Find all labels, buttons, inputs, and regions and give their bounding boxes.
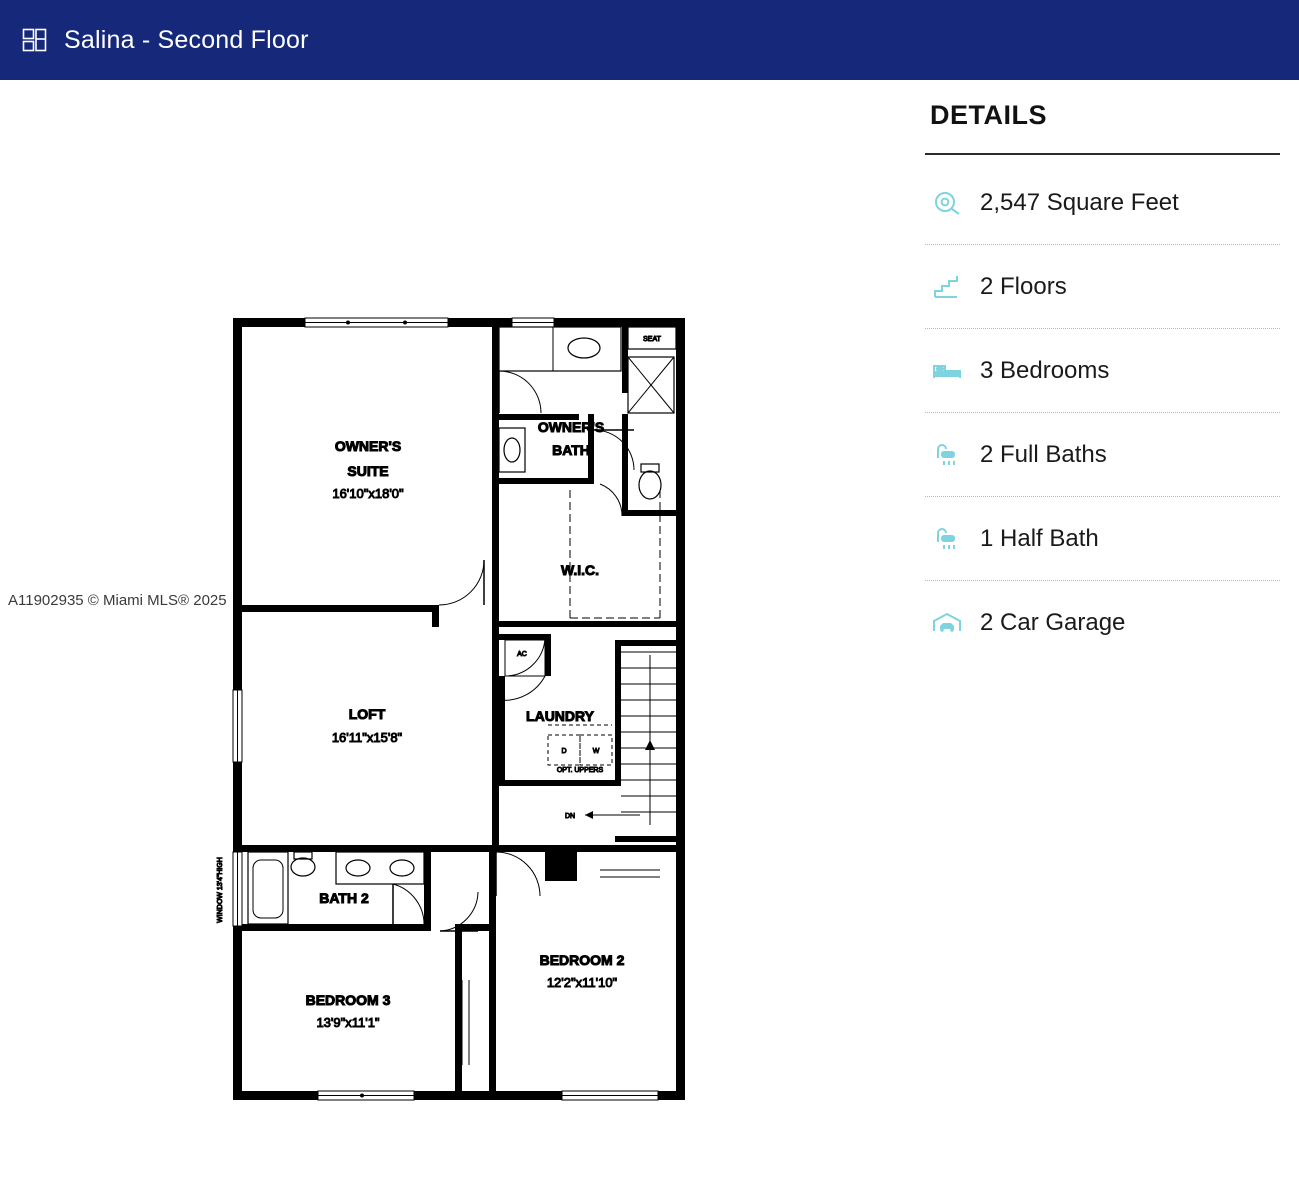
room-dim-bedroom2: 12'2"x11'10" <box>546 975 618 990</box>
seat-label: SEAT <box>643 336 661 343</box>
room-label-owners-suite-2: SUITE <box>347 463 389 479</box>
detail-row-bedrooms <box>925 329 1280 413</box>
room-dim-bedroom3: 13'9"x11'1" <box>316 1015 380 1030</box>
floorplan-svg <box>0 80 900 1199</box>
dryer-label: D <box>561 748 567 755</box>
shower-icon <box>930 440 964 470</box>
window-high-label: WINDOW 13'4"HIGH <box>217 857 224 923</box>
bed-icon <box>930 356 964 386</box>
room-label-owners-bath-bottom: BATH <box>552 442 590 458</box>
room-dim-loft: 16'11"x15'8" <box>331 730 403 745</box>
detail-row-full-baths <box>925 413 1280 497</box>
room-label-bedroom2: BEDROOM 2 <box>539 952 625 968</box>
detail-label-square-feet: 2,547 Square Feet <box>980 188 1179 216</box>
area-icon <box>930 188 964 218</box>
mls-watermark: A11902935 © Miami MLS® 2025 <box>8 592 227 609</box>
details-divider <box>925 153 1280 155</box>
room-label-wic: W.I.C. <box>560 562 600 578</box>
detail-label-bedrooms: 3 Bedrooms <box>980 356 1110 384</box>
dn-label: DN <box>564 813 576 820</box>
room-label-owners-bath-top: OWNER'S <box>537 419 605 435</box>
detail-label-full-baths: 2 Full Baths <box>980 440 1107 468</box>
opt-uppers-label: OPT. UPPERS <box>556 767 604 774</box>
garage-icon <box>930 608 964 638</box>
detail-row-half-bath <box>925 497 1280 581</box>
title-bar <box>0 0 1299 80</box>
details-heading: DETAILS <box>930 100 1047 130</box>
room-label-bedroom3: BEDROOM 3 <box>305 992 391 1008</box>
detail-label-floors: 2 Floors <box>980 272 1067 300</box>
washer-label: W <box>592 748 600 755</box>
shower-icon-half <box>930 524 964 554</box>
detail-label-half-bath: 1 Half Bath <box>980 524 1099 552</box>
room-label-bath2: BATH 2 <box>319 890 369 906</box>
stairs-icon <box>930 272 964 302</box>
detail-row-floors <box>925 245 1280 329</box>
room-label-owners-suite: OWNER'S <box>334 438 402 454</box>
ac-label: AC <box>517 651 527 658</box>
floorplan-drawing <box>0 80 900 1199</box>
room-dim-owners-suite: 16'10"x18'0" <box>332 486 404 501</box>
page-title: Salina - Second Floor <box>64 25 309 54</box>
detail-label-garage: 2 Car Garage <box>980 609 1126 636</box>
detail-row-square-feet <box>925 161 1280 245</box>
floorplan-icon <box>22 27 48 53</box>
detail-row-garage <box>925 581 1280 665</box>
room-label-laundry: LAUNDRY <box>526 708 594 724</box>
details-panel <box>925 100 1280 665</box>
room-label-loft: LOFT <box>348 706 386 722</box>
